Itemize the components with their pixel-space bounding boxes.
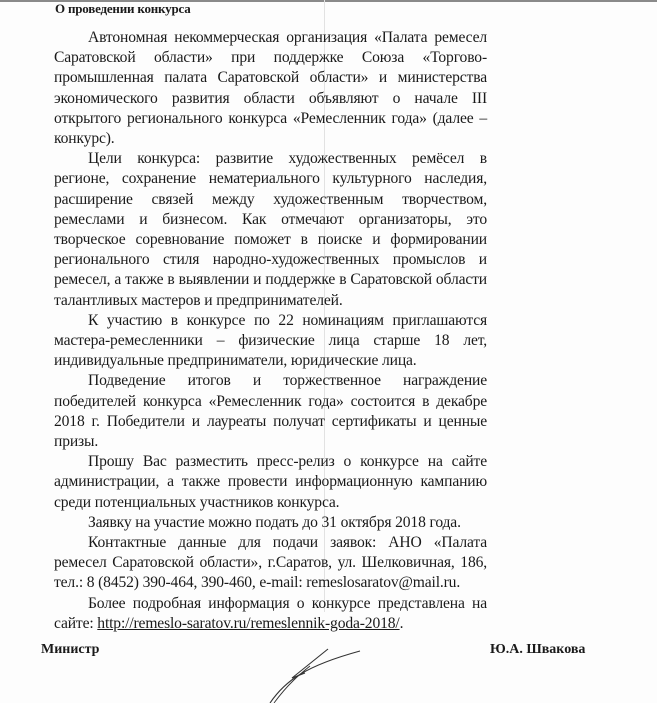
paragraph-more-info bbox=[54, 594, 487, 634]
website-link[interactable]: http://remeslo-saratov.ru/remeslennik-goda-2018/ bbox=[97, 614, 400, 632]
paragraph-awards: Подведение итогов и торжественное награждение победителей конкурса «Ремесленник года» состоится в декабре 2018 г. Победители и лауреаты получат сертификаты и ценные призы. bbox=[54, 372, 487, 451]
signatory-title: Министр bbox=[41, 642, 100, 657]
paragraph-announcement: Автономная некоммерческая организация «Палата ремесел Саратовской области» при поддержке Союза «Торгово-промышленная палата Саратовской области» и министерства экономического развития области объявляют о начале III открытого регионального конкурса «Ремесленник года» (далее – конкурс). bbox=[54, 29, 487, 148]
paragraph-participants: К участию в конкурсе по 22 номинациям приглашаются мастера-ремесленники – физические лица старше 18 лет, индивидуальные предприниматели, юридические лица. bbox=[54, 311, 487, 370]
document-heading: О проведении конкурса bbox=[55, 1, 191, 16]
paragraph-goals: Цели конкурса: развитие художественных ремёсел в регионе, сохранение нематериального культурного наследия, расширение связей между художественным творчеством, ремеслами и бизнесом. Как отмечают организаторы, это творческое соревнование поможет в поиске и формировании регионального стиля народно-художественных промыслов и ремесел, а также в выявлении и поддержке в Саратовской области талантливых мастеров и предпринимателей. bbox=[54, 150, 487, 309]
paragraph-contacts: Контактные данные для подачи заявок: АНО «Палата ремесел Саратовской области», г.Саратов, ул. Шелковичная, 186, тел.: 8 (8452) 390-464, 390-460, e-mail: remeslosaratov@mail.ru. bbox=[54, 534, 487, 592]
link-trailing-period: . bbox=[399, 614, 404, 632]
more-info-text: Более подробная информация о конкурсе представлена на сайте: bbox=[54, 594, 487, 632]
signatory-name: Ю.А. Швакова bbox=[490, 642, 586, 657]
paragraph-deadline: Заявку на участие можно подать до 31 октября 2018 года. bbox=[88, 513, 461, 531]
document-body bbox=[54, 28, 487, 634]
handwritten-signature bbox=[250, 636, 400, 703]
paragraph-request: Прошу Вас разместить пресс-релиз о конкурсе на сайте администрации, а также провести информационную кампанию среди потенциальных участников конкурса. bbox=[54, 453, 487, 511]
